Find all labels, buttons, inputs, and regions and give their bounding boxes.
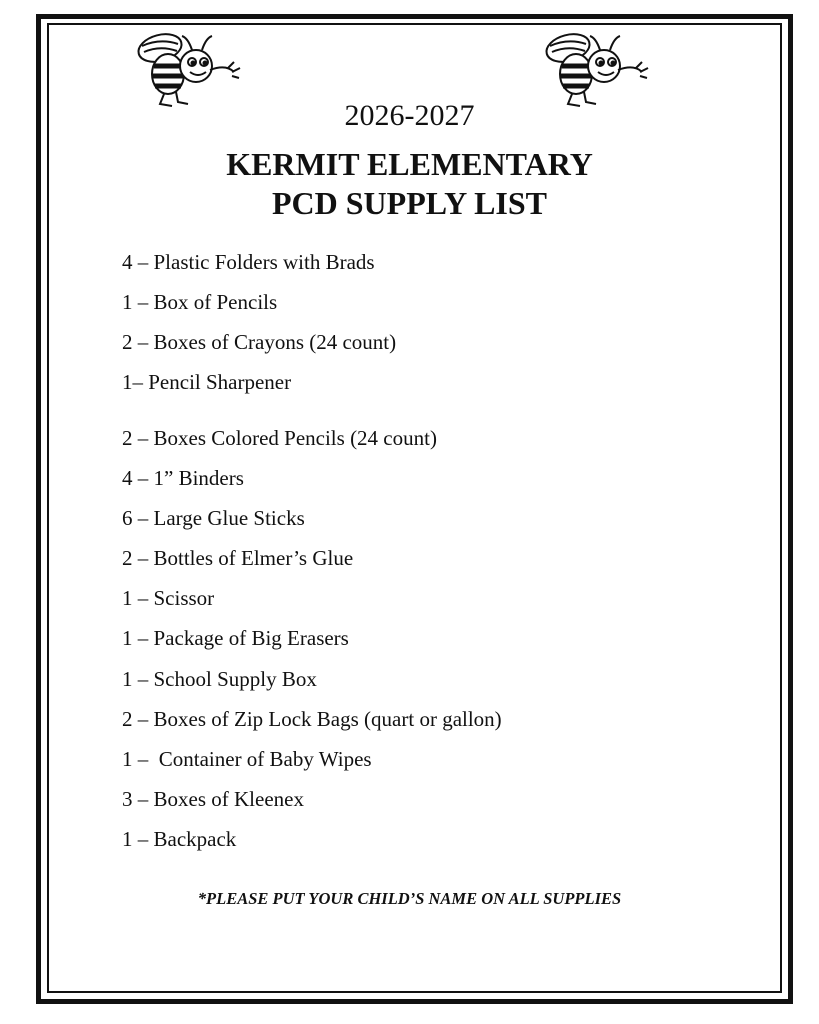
list-item: 1 – School Supply Box <box>122 667 317 691</box>
list-item: 1 – Box of Pencils <box>122 290 278 314</box>
list-item: 6 – Large Glue Sticks <box>122 506 305 530</box>
list-item: 1 – Container of Baby Wipes <box>122 747 372 771</box>
list-item: 2 – Boxes Colored Pencils (24 count) <box>122 426 437 450</box>
list-item: 4 – 1” Binders <box>122 466 244 490</box>
list-item: 2 – Boxes of Crayons (24 count) <box>122 330 397 354</box>
list-item: 1 – Package of Big Erasers <box>122 626 349 650</box>
list-item: 1 – Scissor <box>122 586 215 610</box>
footer-note: *PLEASE PUT YOUR CHILD’S NAME ON ALL SUPPLIES <box>197 889 622 908</box>
school-year: 2026-2027 <box>344 99 475 132</box>
list-item: 4 – Plastic Folders with Brads <box>122 250 375 274</box>
page-title: KERMIT ELEMENTARY <box>226 146 593 182</box>
list-item: 2 – Boxes of Zip Lock Bags (quart or gallon) <box>122 707 502 731</box>
list-item: 2 – Bottles of Elmer’s Glue <box>122 546 354 570</box>
list-item: 3 – Boxes of Kleenex <box>122 787 304 811</box>
list-item: 1 – Backpack <box>122 827 237 851</box>
page-subtitle: PCD SUPPLY LIST <box>271 185 548 221</box>
list-item: 1– Pencil Sharpener <box>122 370 292 394</box>
